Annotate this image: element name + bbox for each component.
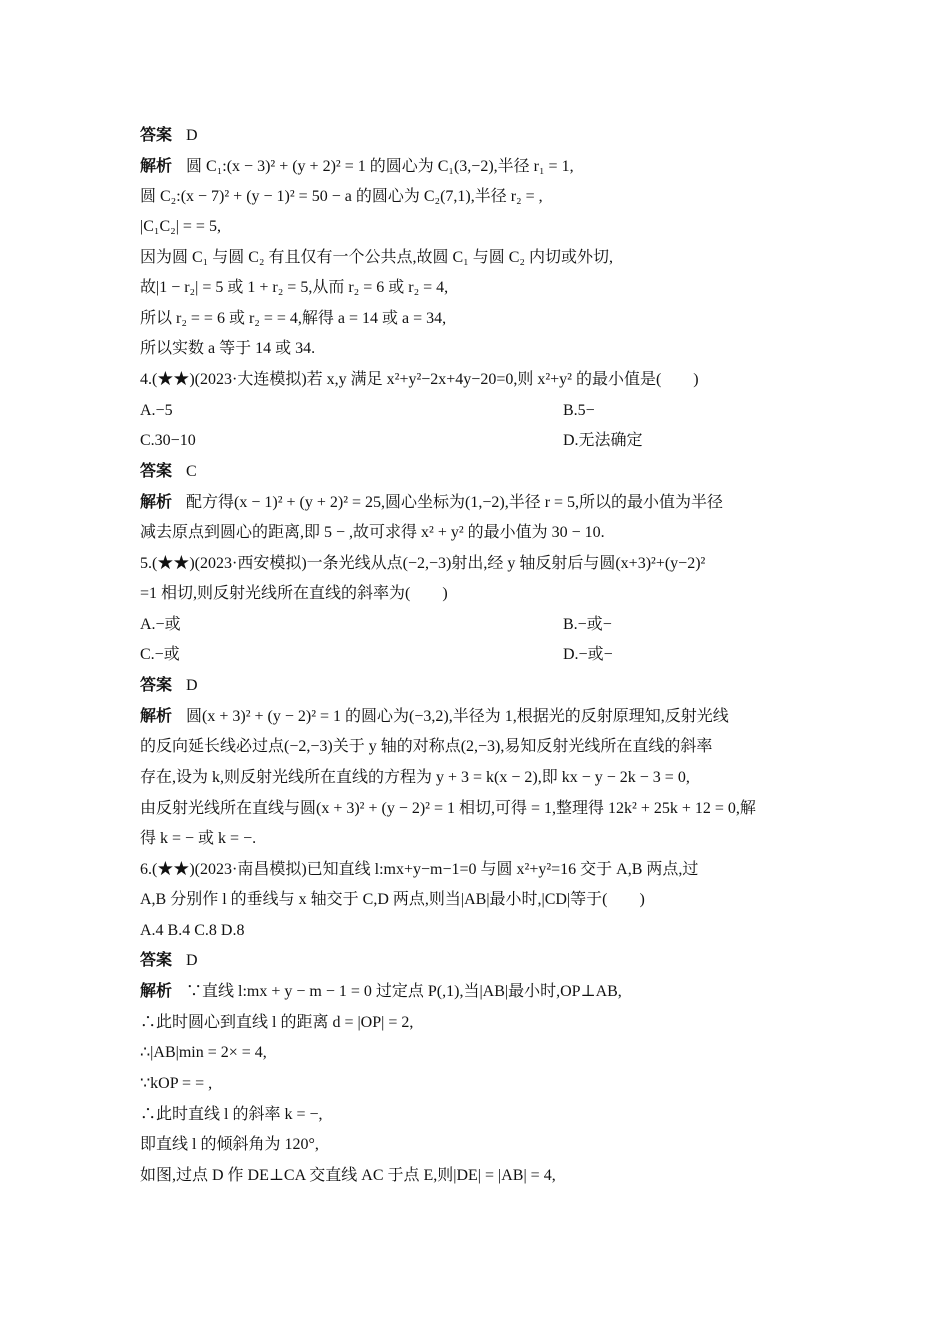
- text-line: 如图,过点 D 作 DE⊥CA 交直线 AC 于点 E,则|DE| = |AB| = 4,: [140, 1167, 556, 1184]
- analysis-line: 解析 配方得(x − 1)² + (y + 2)² = 25,圆心坐标为(1,−2),半径 r = 5,所以的最小值为半径: [140, 494, 724, 511]
- text-line: |C₁C₂| = = 5,: [140, 218, 221, 235]
- options-row: [140, 428, 810, 454]
- answer-line: 答案 D: [140, 677, 198, 694]
- question-5: 5.(★★)(2023·西安模拟)一条光线从点(−2,−3)射出,经 y 轴反射后与圆(x+3)²+(y−2)²: [140, 555, 706, 572]
- text-line: 故|1 − r₂| = 5 或 1 + r₂ = 5,从而 r₂ = 6 或 r₂ = 4,: [140, 279, 449, 296]
- question-6: 6.(★★)(2023·南昌模拟)已知直线 l:mx+y−m−1=0 与圆 x²+y²=16 交于 A,B 两点,过: [140, 861, 699, 878]
- option-d: D.无法确定: [563, 432, 643, 449]
- text-line: 的反向延长线必过点(−2,−3)关于 y 轴的对称点(2,−3),易知反射光线所在直线的斜率: [140, 738, 713, 755]
- text-line: 圆 C₂:(x − 7)² + (y − 1)² = 50 − a 的圆心为 C₂(7,1),半径 r₂ = ,: [140, 188, 543, 205]
- options-row: A.4 B.4 C.8 D.8: [140, 922, 245, 939]
- text-line: 所以实数 a 等于 14 或 34.: [140, 340, 316, 357]
- options-row: [140, 642, 810, 668]
- text-line: 因为圆 C₁ 与圆 C₂ 有且仅有一个公共点,故圆 C₁ 与圆 C₂ 内切或外切,: [140, 249, 614, 266]
- text-line: A,B 分别作 l 的垂线与 x 轴交于 C,D 两点,则当|AB|最小时,|CD|等于( ): [140, 891, 645, 908]
- option-b: B.5−: [563, 402, 595, 419]
- answer-line: 答案 C: [140, 463, 197, 480]
- option-c: C.−或: [140, 646, 180, 663]
- options-row: [140, 398, 810, 424]
- text-line: ∵kOP = = ,: [140, 1075, 213, 1092]
- analysis-line: 解析 圆 C₁:(x − 3)² + (y + 2)² = 1 的圆心为 C₁(3,−2),半径 r₁ = 1,: [140, 158, 574, 175]
- analysis-line: 解析 圆(x + 3)² + (y − 2)² = 1 的圆心为(−3,2),半径为 1,根据光的反射原理知,反射光线: [140, 708, 729, 725]
- text-line: 减去原点到圆心的距离,即 5 − ,故可求得 x² + y² 的最小值为 30 − 10.: [140, 524, 605, 541]
- text-line: 即直线 l 的倾斜角为 120°,: [140, 1136, 319, 1153]
- text-line: 得 k = − 或 k = −.: [140, 830, 257, 847]
- text-line: ∴此时直线 l 的斜率 k = −,: [140, 1106, 323, 1123]
- text-line: 由反射光线所在直线与圆(x + 3)² + (y − 2)² = 1 相切,可得 = 1,整理得 12k² + 25k + 12 = 0,解: [140, 800, 756, 817]
- text-line: ∴|AB|min = 2× = 4,: [140, 1044, 267, 1061]
- text-line: 所以 r₂ = = 6 或 r₂ = = 4,解得 a = 14 或 a = 34,: [140, 310, 447, 327]
- option-a: A.−或: [140, 616, 181, 633]
- text-line: 存在,设为 k,则反射光线所在直线的方程为 y + 3 = k(x − 2),即 kx − y − 2k − 3 = 0,: [140, 769, 690, 786]
- option-a: A.−5: [140, 402, 173, 419]
- question-4: 4.(★★)(2023·大连模拟)若 x,y 满足 x²+y²−2x+4y−20=0,则 x²+y² 的最小值是( ): [140, 371, 699, 388]
- text-line: ∴此时圆心到直线 l 的距离 d = |OP| = 2,: [140, 1014, 414, 1031]
- analysis-line: 解析 ∵直线 l:mx + y − m − 1 = 0 过定点 P(,1),当|AB|最小时,OP⊥AB,: [140, 983, 622, 1000]
- text-line: =1 相切,则反射光线所在直线的斜率为( ): [140, 585, 448, 602]
- option-b: B.−或−: [563, 616, 612, 633]
- option-d: D.−或−: [563, 646, 613, 663]
- answer-line: 答案 D: [140, 127, 198, 144]
- option-c: C.30−10: [140, 432, 196, 449]
- options-row: [140, 612, 810, 638]
- answer-line: 答案 D: [140, 952, 198, 969]
